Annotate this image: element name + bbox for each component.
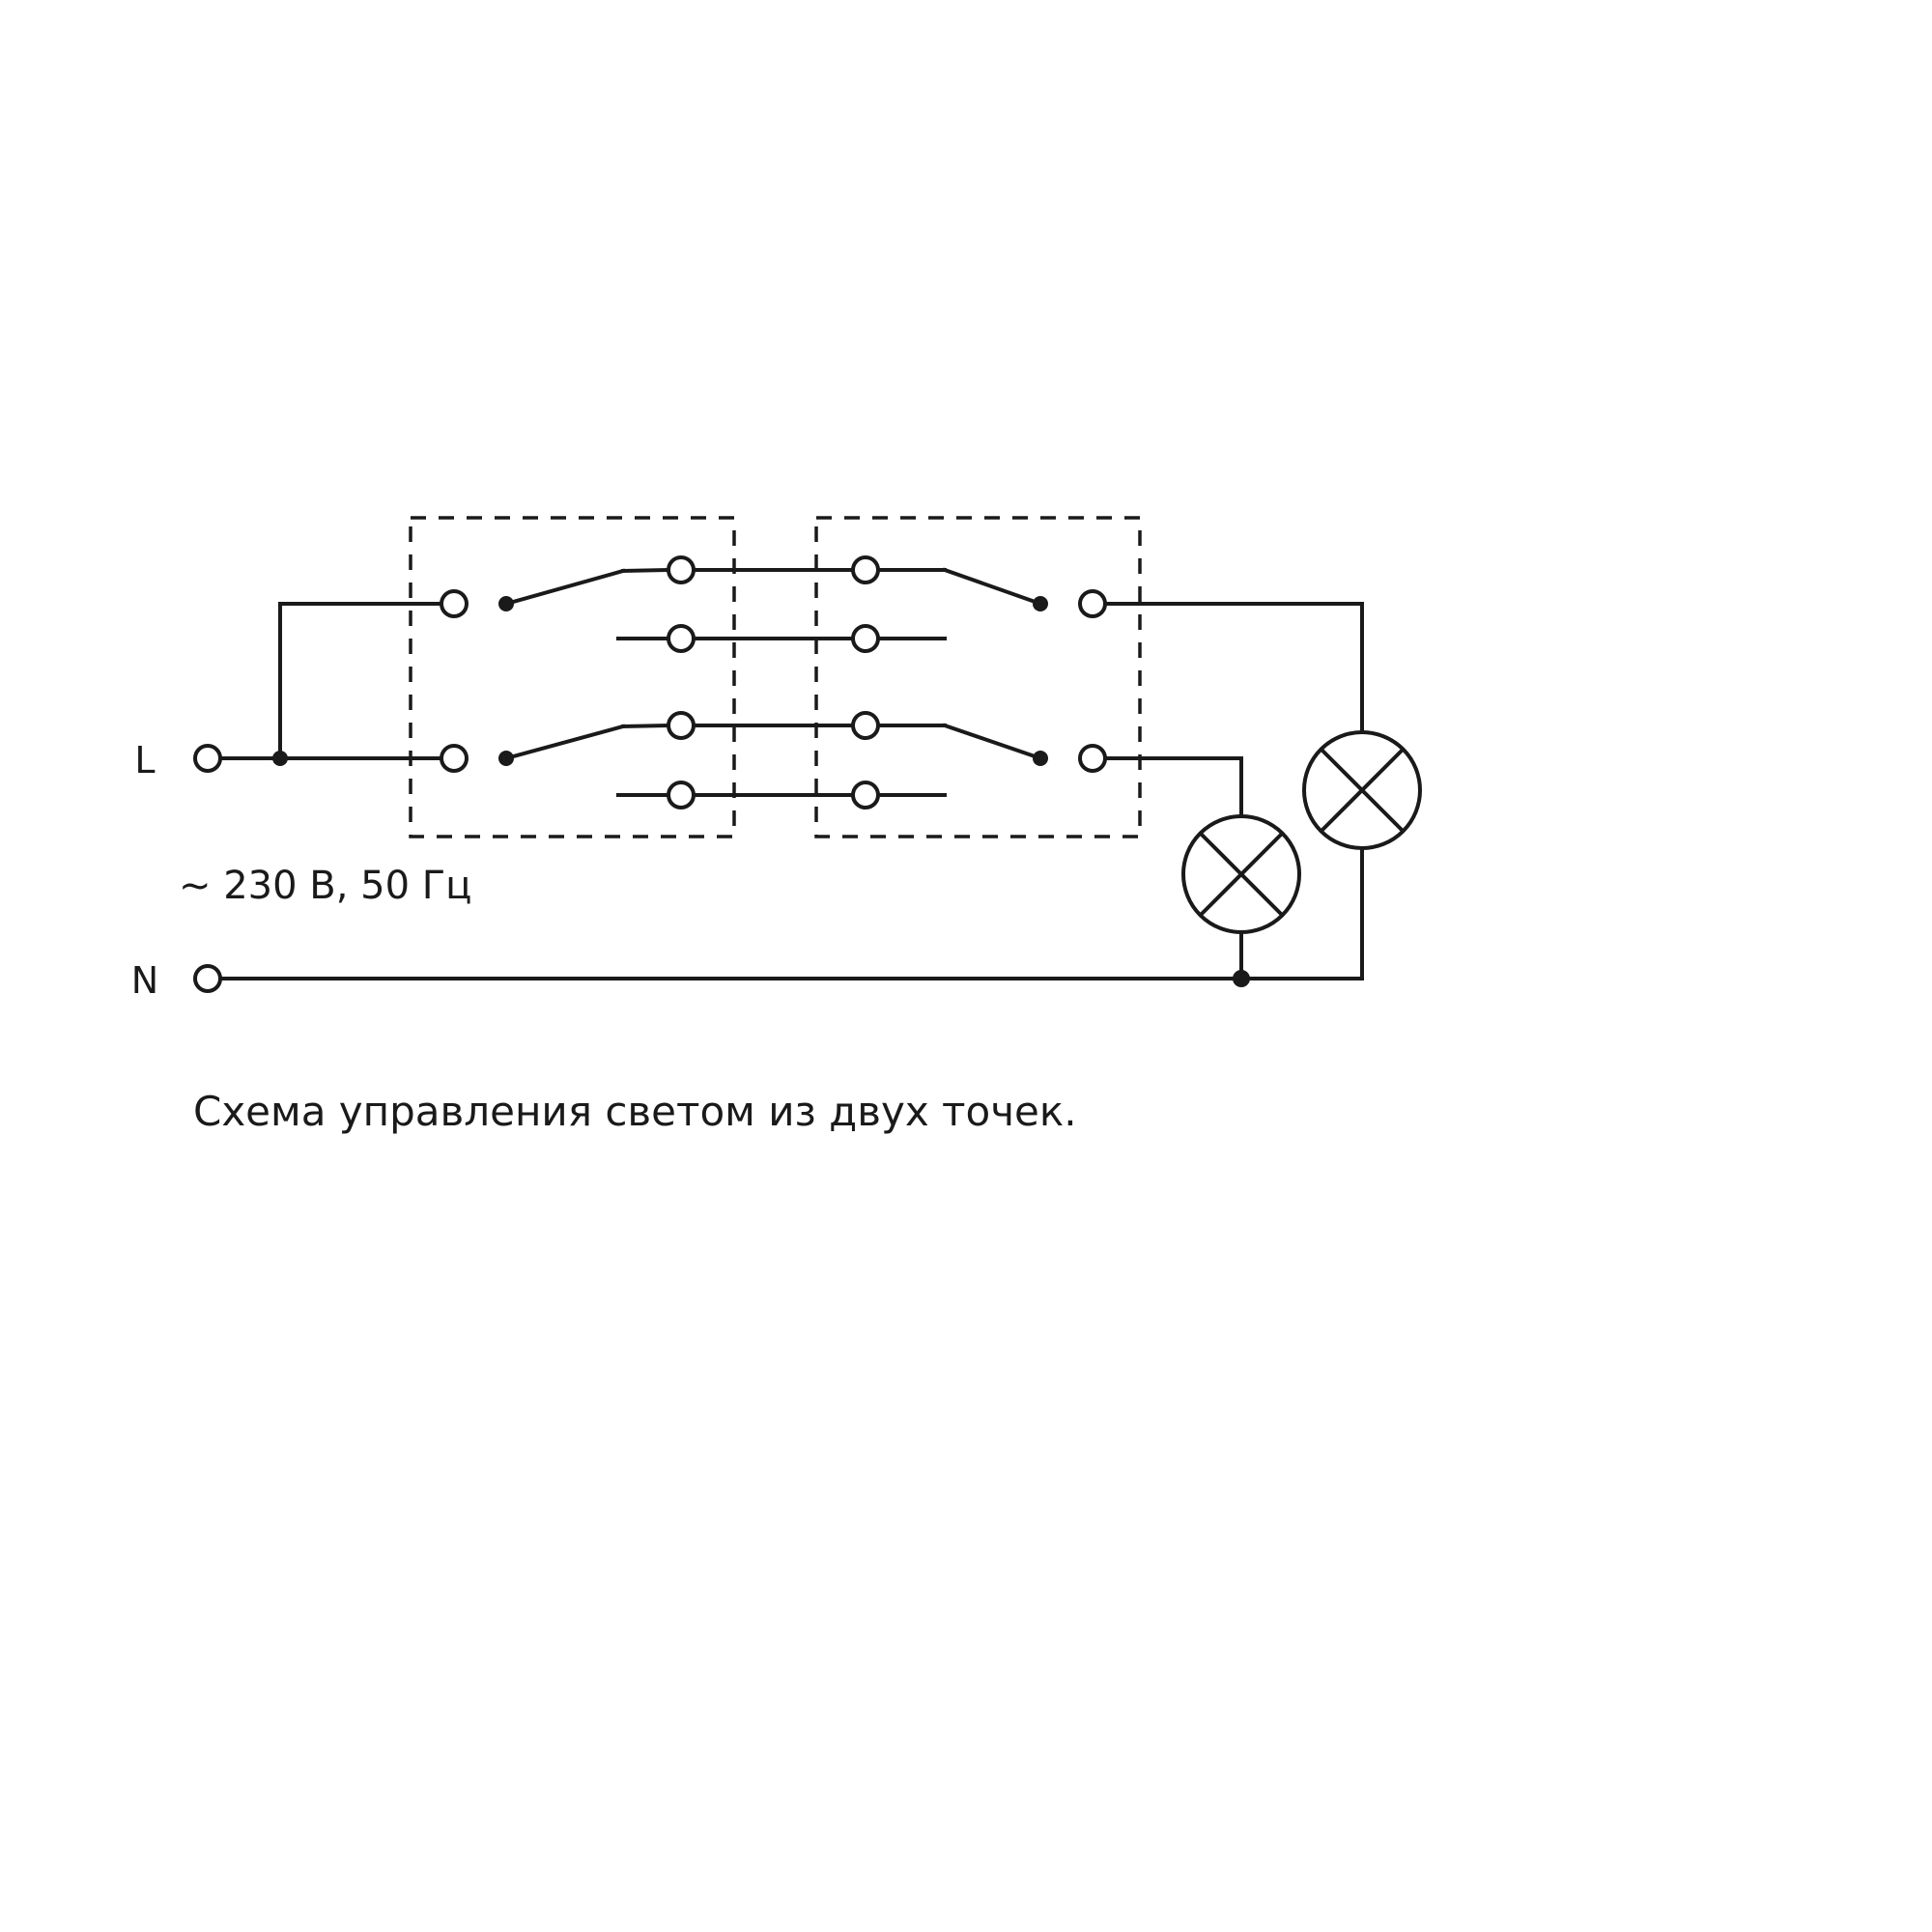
terminal-neutral — [195, 966, 220, 991]
terminal-sw2-in-top-b — [853, 626, 878, 651]
junction-dot-sw1-lower — [498, 751, 514, 766]
terminal-sw1-in-top — [441, 591, 467, 616]
terminal-sw2-in-bottom-a — [853, 713, 878, 738]
terminal-sw2-out-bottom — [1080, 746, 1105, 771]
junction-dot-sw2-upper — [1033, 596, 1048, 611]
terminal-sw2-out-top — [1080, 591, 1105, 616]
junction-dot-neutral — [1233, 970, 1250, 987]
wire-sw2-lower-blade — [945, 725, 1040, 758]
junction-dot-sw2-lower — [1033, 751, 1048, 766]
junction-dot-line — [272, 751, 288, 766]
lamp-front — [1183, 816, 1299, 932]
label-neutral-terminal: N — [130, 959, 159, 1002]
terminal-sw2-in-bottom-b — [853, 782, 878, 808]
wire-sw1-upper-blade-tip — [623, 570, 667, 571]
terminal-sw1-out-bottom-b — [668, 782, 694, 808]
terminal-sw1-out-top-b — [668, 626, 694, 651]
wire-line-riser — [280, 604, 454, 758]
wire-sw1-upper-blade — [506, 571, 623, 604]
diagram-caption: Схема управления светом из двух точек. — [193, 1088, 1077, 1135]
terminal-line — [195, 746, 220, 771]
junction-dot-sw1-upper — [498, 596, 514, 611]
label-supply-rating: ~ 230 В, 50 Гц — [179, 864, 472, 908]
terminal-sw2-in-top-a — [853, 557, 878, 582]
lamp-back — [1304, 732, 1420, 848]
terminal-sw1-out-bottom-a — [668, 713, 694, 738]
wire-sw1-lower-blade — [506, 726, 623, 758]
label-line-terminal: L — [134, 739, 156, 781]
wire-sw1-lower-blade-tip — [623, 725, 667, 726]
terminal-sw1-in-bottom — [441, 746, 467, 771]
wire-sw2-upper-blade — [945, 570, 1040, 604]
terminal-sw1-out-top-a — [668, 557, 694, 582]
